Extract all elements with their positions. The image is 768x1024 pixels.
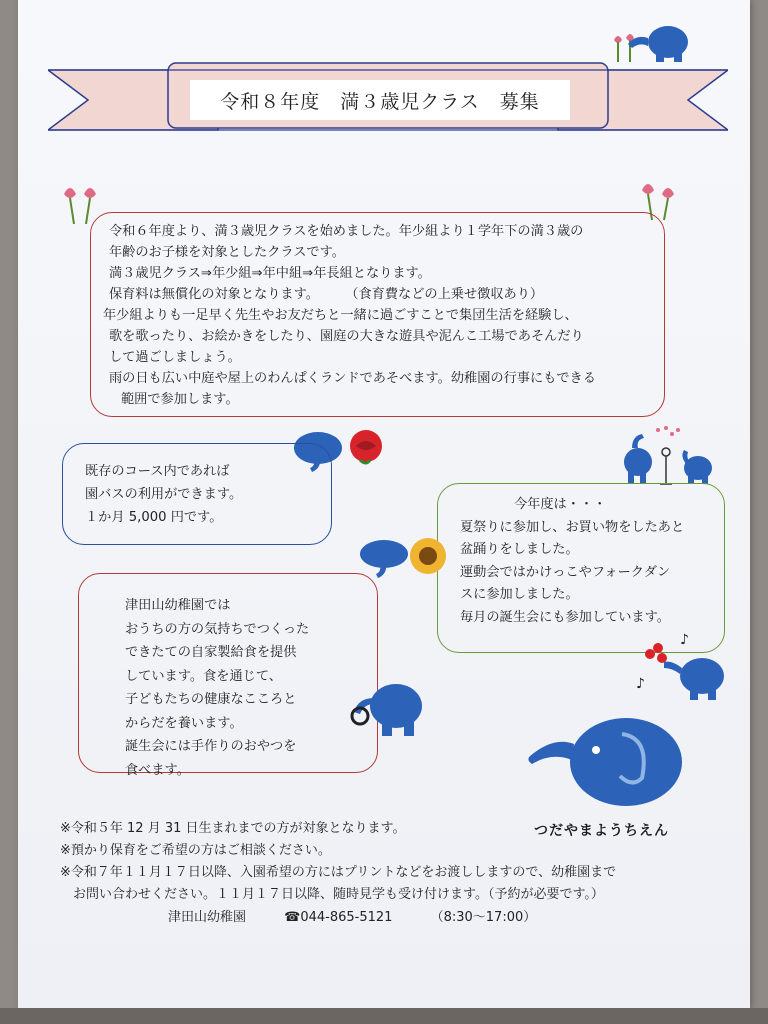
this-year-heading: 今年度は・・・ [514, 497, 607, 512]
this-year-line: 運動会ではかけっこやフォークダン [460, 564, 671, 580]
lunch-line: しています。食を通じて、 [125, 668, 282, 684]
elephant-tulip-icon [608, 18, 698, 68]
lunch-line: からだを養います。 [125, 715, 243, 731]
lunch-line: 津田山幼稚園では [125, 598, 231, 613]
lunch-box [78, 573, 378, 778]
lunch-line: 子どもたちの健康なこころと [125, 692, 297, 707]
contact-line [168, 906, 570, 925]
this-year-line: 夏祭りに参加し、お買い物をしたあと [460, 519, 685, 535]
intro-line: 歌を歌ったり、お絵かきをしたり、園庭の大きな遊具や泥んこ工場であそんだり [109, 329, 584, 344]
this-year-line: スに参加しました。 [460, 587, 579, 602]
elephant-sunflower-icon [358, 536, 450, 584]
lunch-line: 食べます。 [125, 762, 190, 778]
intro-line: 範囲で参加します。 [121, 392, 239, 407]
bus-box [62, 443, 332, 545]
bus-line: 既存のコース内であれば [85, 464, 230, 479]
bus-line: １か月 5,000 円です。 [85, 510, 223, 525]
notes-section [60, 818, 616, 906]
bus-line: 園バスの利用ができます。 [85, 487, 243, 502]
phone-number: ☎044-865-5121 [284, 910, 393, 925]
intro-line: して過ごしましょう。 [109, 350, 241, 365]
note-line: ※令和５年 12 月 31 日生まれまでの方が対象となります。 [60, 821, 406, 836]
lunch-line: おうちの方の気持ちでつくった [125, 621, 310, 637]
intro-line: 年齢のお子様を対象としたクラスです。 [109, 245, 345, 260]
elephant-music-icon [636, 632, 730, 704]
this-year-line: 盆踊りをしました。 [460, 542, 579, 557]
lunch-line: 誕生会には手作りのおやつを [125, 739, 297, 754]
svg-text:♪: ♪ [636, 676, 645, 692]
intro-line: 満３歳児クラス⇒年少組⇒年中組⇒年長組となります。 [109, 266, 431, 281]
intro-box [90, 212, 665, 417]
lunch-line: できたての自家製給食を提供 [125, 645, 297, 660]
intro-line: 年少組よりも一足早く先生やお友だちと一緒に過ごすことで集団生活を経験し、 [103, 308, 578, 323]
this-year-line: 毎月の誕生会にも参加しています。 [460, 609, 670, 625]
intro-line: 保育料は無償化の対象となります。 （食育費などの上乗せ徴収あり） [109, 287, 544, 302]
background-table [0, 1008, 768, 1024]
note-line: お問い合わせください。１１月１７日以降、随時見学も受け付けます。（予約が必要です。） [60, 887, 604, 902]
note-line: ※預かり保育をご希望の方はご相談ください。 [60, 843, 331, 858]
this-year-box [437, 483, 725, 653]
logo-elephant-icon [526, 714, 686, 814]
elephant-cooking-icon [346, 678, 430, 738]
singing-elephants-icon [620, 424, 720, 490]
kindergarten-logo-text: つだやまようちえん [534, 823, 669, 839]
kindergarten-name: 津田山幼稚園 [168, 910, 247, 925]
intro-line: 令和６年度より、満３歳児クラスを始めました。年少組より１学年下の満３歳の [109, 224, 584, 239]
office-hours: （8:30〜17:00） [430, 910, 537, 925]
page-title: 令和８年度 満３歳児クラス 募集 [190, 80, 570, 120]
svg-text:♪: ♪ [680, 632, 689, 648]
intro-line: 雨の日も広い中庭や屋上のわんぱくランドであそべます。幼稚園の行事にもできる [109, 371, 596, 386]
note-line: ※令和７年１１月１７日以降、入園希望の方にはプリントなどをお渡ししますので、幼稚園まで [60, 865, 617, 880]
